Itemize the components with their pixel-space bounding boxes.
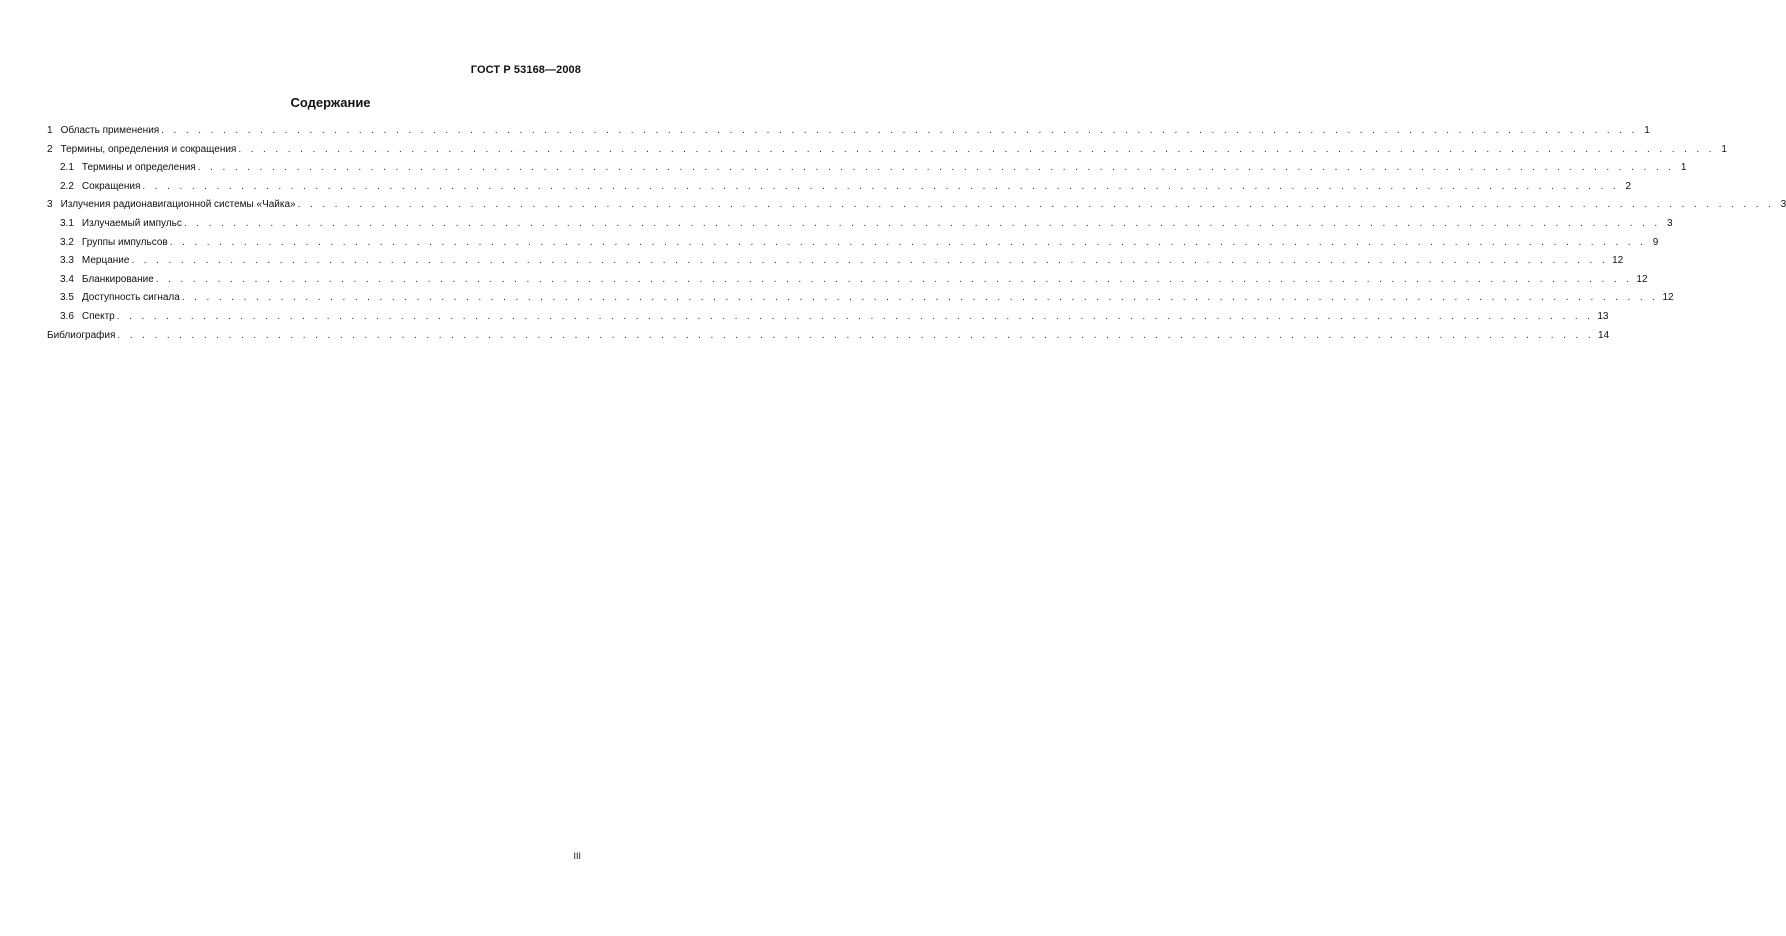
toc-entry-page: 12 bbox=[1636, 273, 1648, 285]
toc-entry bbox=[47, 122, 1650, 141]
toc-entry-number: 3.1 bbox=[60, 217, 74, 229]
table-of-contents bbox=[47, 122, 1786, 345]
toc-entry-label: Библиография bbox=[47, 329, 116, 341]
toc-leader-dots: . . . . . . . . . . . . . . . . . . . . . . . . . . . . . . . . . . . . . . . . . . . . . . . . . . . . . . . . . . . . . . . . . . . . . . . . . . . . . . . . . . . . . . . . . . . . . . . . . . . . . . . . . . . . . . . . . . . . . . . . bbox=[116, 310, 1594, 322]
toc-entry-number: 3.4 bbox=[60, 273, 74, 285]
toc-entry bbox=[47, 215, 1673, 234]
toc-entry-label: Спектр bbox=[81, 310, 115, 322]
toc-leader-dots: . . . . . . . . . . . . . . . . . . . . . . . . . . . . . . . . . . . . . . . . . . . . . . . . . . . . . . . . . . . . . . . . . . . . . . . . . . . . . . . . . . . . . . . . . . . . . . . . . . . . . . . . . . . . . . . . . . . . . . . . bbox=[197, 162, 1675, 174]
toc-entry-number: 2.2 bbox=[60, 180, 74, 192]
document-header: ГОСТ Р 53168—2008 bbox=[470, 64, 581, 76]
toc-entry-label: Бланкирование bbox=[81, 273, 154, 285]
toc-entry-label: Группы импульсов bbox=[81, 236, 168, 248]
toc-entry bbox=[47, 308, 1609, 327]
toc-entry bbox=[47, 159, 1687, 178]
toc-entry-label: Область применения bbox=[60, 125, 160, 136]
toc-entry-page: 3 bbox=[1780, 199, 1786, 211]
toc-entry-page: 3 bbox=[1666, 217, 1673, 229]
toc-entry-number: 3.5 bbox=[60, 292, 74, 304]
toc-leader-dots: . . . . . . . . . . . . . . . . . . . . . . . . . . . . . . . . . . . . . . . . . . . . . . . . . . . . . . . . . . . . . . . . . . . . . . . . . . . . . . . . . . . . . . . . . . . . . . . . . . . . . . . . . . . . . . . . . . . . . . . . bbox=[297, 199, 1775, 211]
toc-leader-dots: . . . . . . . . . . . . . . . . . . . . . . . . . . . . . . . . . . . . . . . . . . . . . . . . . . . . . . . . . . . . . . . . . . . . . . . . . . . . . . . . . . . . . . . . . . . . . . . . . . . . . . . . . . . . . . . . . . . . . . . . bbox=[142, 180, 1620, 192]
toc-entry-page: 1 bbox=[1680, 162, 1687, 174]
toc-entry bbox=[47, 178, 1632, 197]
toc-entry-number: 2.1 bbox=[60, 162, 74, 174]
toc-entry-page: 1 bbox=[1644, 125, 1650, 136]
toc-entry bbox=[47, 271, 1648, 290]
toc-entry bbox=[47, 196, 1786, 215]
toc-entry-label: Излучаемый импульс bbox=[81, 217, 182, 229]
toc-entry-number: 1 bbox=[47, 125, 53, 136]
toc-entry-label: Излучения радионавигационной системы «Чайка» bbox=[60, 199, 296, 211]
toc-entry-number: 3.2 bbox=[60, 236, 74, 248]
toc-entry-number: 3.3 bbox=[60, 255, 74, 267]
toc-entry bbox=[47, 252, 1624, 271]
toc-entry-label: Термины и определения bbox=[81, 162, 196, 174]
toc-entry bbox=[47, 141, 1727, 160]
toc-entry-page: 9 bbox=[1652, 236, 1659, 248]
toc-entry-page: 12 bbox=[1662, 292, 1674, 304]
toc-leader-dots: . . . . . . . . . . . . . . . . . . . . . . . . . . . . . . . . . . . . . . . . . . . . . . . . . . . . . . . . . . . . . . . . . . . . . . . . . . . . . . . . . . . . . . . . . . . . . . . . . . . . . . . . . . . . . . . . . . . . . . . . bbox=[181, 292, 1659, 304]
toc-entry-number: 3 bbox=[47, 199, 53, 211]
toc-leader-dots: . . . . . . . . . . . . . . . . . . . . . . . . . . . . . . . . . . . . . . . . . . . . . . . . . . . . . . . . . . . . . . . . . . . . . . . . . . . . . . . . . . . . . . . . . . . . . . . . . . . . . . . . . . . . . . . . . . . . . . . . bbox=[183, 217, 1661, 229]
toc-leader-dots: . . . . . . . . . . . . . . . . . . . . . . . . . . . . . . . . . . . . . . . . . . . . . . . . . . . . . . . . . . . . . . . . . . . . . . . . . . . . . . . . . . . . . . . . . . . . . . . . . . . . . . . . . . . . . . . . . . . . . . . . bbox=[169, 236, 1647, 248]
toc-leader-dots: . . . . . . . . . . . . . . . . . . . . . . . . . . . . . . . . . . . . . . . . . . . . . . . . . . . . . . . . . . . . . . . . . . . . . . . . . . . . . . . . . . . . . . . . . . . . . . . . . . . . . . . . . . . . . . . . . . . . . . . . bbox=[131, 255, 1609, 267]
toc-entry-number: 3.6 bbox=[60, 310, 74, 322]
toc-leader-dots: . . . . . . . . . . . . . . . . . . . . . . . . . . . . . . . . . . . . . . . . . . . . . . . . . . . . . . . . . . . . . . . . . . . . . . . . . . . . . . . . . . . . . . . . . . . . . . . . . . . . . . . . . . . . . . . . . . . . . . . . bbox=[155, 273, 1633, 285]
toc-entry-page: 2 bbox=[1625, 180, 1632, 192]
toc-entry-label: Мерцание bbox=[81, 255, 130, 267]
toc-entry-page: 12 bbox=[1612, 255, 1624, 267]
toc-entry bbox=[47, 289, 1674, 308]
toc-entry bbox=[47, 327, 1610, 346]
toc-leader-dots: . . . . . . . . . . . . . . . . . . . . . . . . . . . . . . . . . . . . . . . . . . . . . . . . . . . . . . . . . . . . . . . . . . . . . . . . . . . . . . . . . . . . . . . . . . . . . . . . . . . . . . . . . . . . . . . . . . . . . . . . bbox=[117, 329, 1595, 341]
toc-entry-label: Термины, определения и сокращения bbox=[60, 143, 237, 155]
toc-entry-page: 13 bbox=[1597, 310, 1609, 322]
toc-entry-number: 2 bbox=[47, 143, 53, 155]
toc-entry-label: Доступность сигнала bbox=[81, 292, 180, 304]
toc-title: Содержание bbox=[290, 95, 371, 110]
page-number: III bbox=[573, 851, 581, 861]
toc-entry-page: 14 bbox=[1598, 329, 1610, 341]
toc-leader-dots: . . . . . . . . . . . . . . . . . . . . . . . . . . . . . . . . . . . . . . . . . . . . . . . . . . . . . . . . . . . . . . . . . . . . . . . . . . . . . . . . . . . . . . . . . . . . . . . . . . . . . . . . . . . . . . . . . . . . . . . . bbox=[161, 125, 1638, 136]
toc-entry bbox=[47, 234, 1659, 253]
toc-entry-label: Сокращения bbox=[81, 180, 141, 192]
toc-entry-page: 1 bbox=[1721, 143, 1727, 155]
toc-leader-dots: . . . . . . . . . . . . . . . . . . . . . . . . . . . . . . . . . . . . . . . . . . . . . . . . . . . . . . . . . . . . . . . . . . . . . . . . . . . . . . . . . . . . . . . . . . . . . . . . . . . . . . . . . . . . . . . . . . . . . . . . bbox=[238, 143, 1715, 155]
